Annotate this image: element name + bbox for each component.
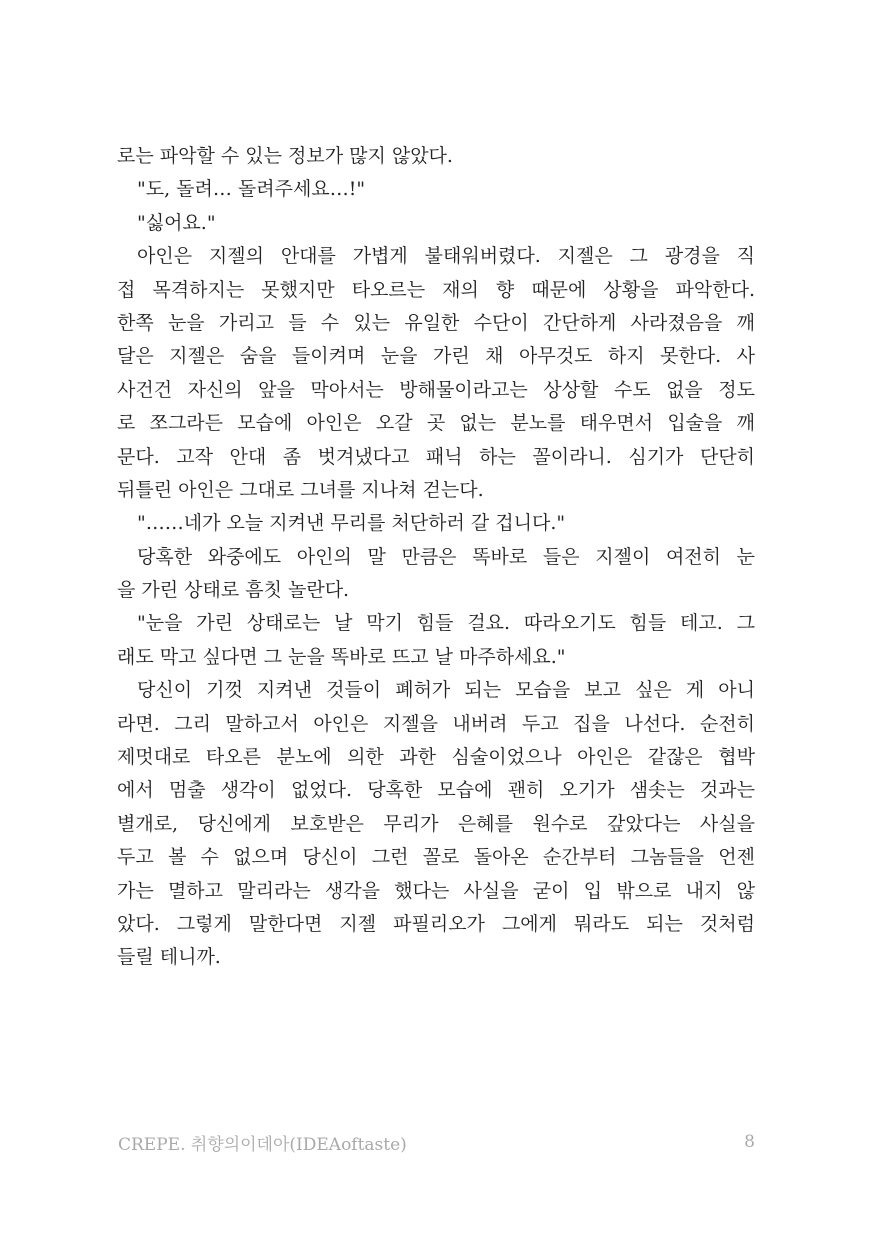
text-line: 제멋대로 타오른 분노에 의한 과한 심술이었으나 아인은 같잖은 협박 [117,746,755,769]
text-line: 들릴 테니까. [117,946,221,969]
text-line: 에서 멈출 생각이 없었다. 당혹한 모습에 괜히 오기가 샘솟는 것과는 [117,779,755,802]
text-line: 을 가린 상태로 흠칫 놀란다. [117,579,350,602]
text-line: 달은 지젤은 숨을 들이켜며 눈을 가린 채 아무것도 하지 못한다. 사 [117,345,755,368]
text-line: 두고 볼 수 없으며 당신이 그런 꼴로 돌아온 순간부터 그놈들을 언젠 [117,846,755,869]
text-line: 한쪽 눈을 가리고 들 수 있는 유일한 수단이 간단하게 사라졌음을 깨 [117,311,755,334]
footer-title: CREPE. 취향의이데아(IDEAoftaste) [118,1134,407,1155]
text-line: 접 목격하지는 못했지만 타오르는 재의 향 때문에 상황을 파악한다. [117,278,755,301]
text-line: 뒤틀린 아인은 그대로 그녀를 지나쳐 걷는다. [117,478,484,501]
text-line: 가는 멸하고 말리라는 생각을 했다는 사실을 굳이 입 밖으로 내지 않 [117,879,755,902]
text-line: 래도 막고 싶다면 그 눈을 똑바로 뜨고 날 마주하세요." [117,645,566,668]
text-line: 사건건 자신의 앞을 막아서는 방해물이라고는 상상할 수도 없을 정도 [117,378,755,401]
text-line: "싫어요." [137,211,216,234]
text-line: 았다. 그렇게 말한다면 지젤 파필리오가 그에게 뭐라도 되는 것처럼 [117,912,755,935]
page-body-text [117,140,755,975]
text-line: 라면. 그리 말하고서 아인은 지젤을 내버려 두고 집을 나선다. 순전히 [117,712,755,735]
text-line: 로는 파악할 수 있는 정보가 많지 않았다. [117,145,453,167]
text-line: 로 쪼그라든 모습에 아인은 오갈 곳 없는 분노를 태우면서 입술을 깨 [117,412,755,435]
text-line: "눈을 가린 상태로는 날 막기 힘들 걸요. 따라오기도 힘들 테고. 그 [137,612,755,635]
text-line: "……네가 오늘 지켜낸 무리를 처단하러 갈 겁니다." [137,512,566,535]
text-line: "도, 돌려… 돌려주세요…!" [137,178,366,201]
text-line: 아인은 지젤의 안대를 가볍게 불태워버렸다. 지젤은 그 광경을 직 [137,245,755,268]
text-line: 당혹한 와중에도 아인의 말 만큼은 똑바로 들은 지젤이 여전히 눈 [137,545,755,568]
text-line: 별개로, 당신에게 보호받은 무리가 은혜를 원수로 갚았다는 사실을 [117,812,755,835]
text-line: 당신이 기껏 지켜낸 것들이 폐허가 되는 모습을 보고 싶은 게 아니 [137,679,755,702]
text-line: 문다. 고작 안대 좀 벗겨냈다고 패닉 하는 꼴이라니. 심기가 단단히 [117,445,755,468]
page-footer [118,1128,755,1156]
page-number: 8 [744,1132,755,1152]
